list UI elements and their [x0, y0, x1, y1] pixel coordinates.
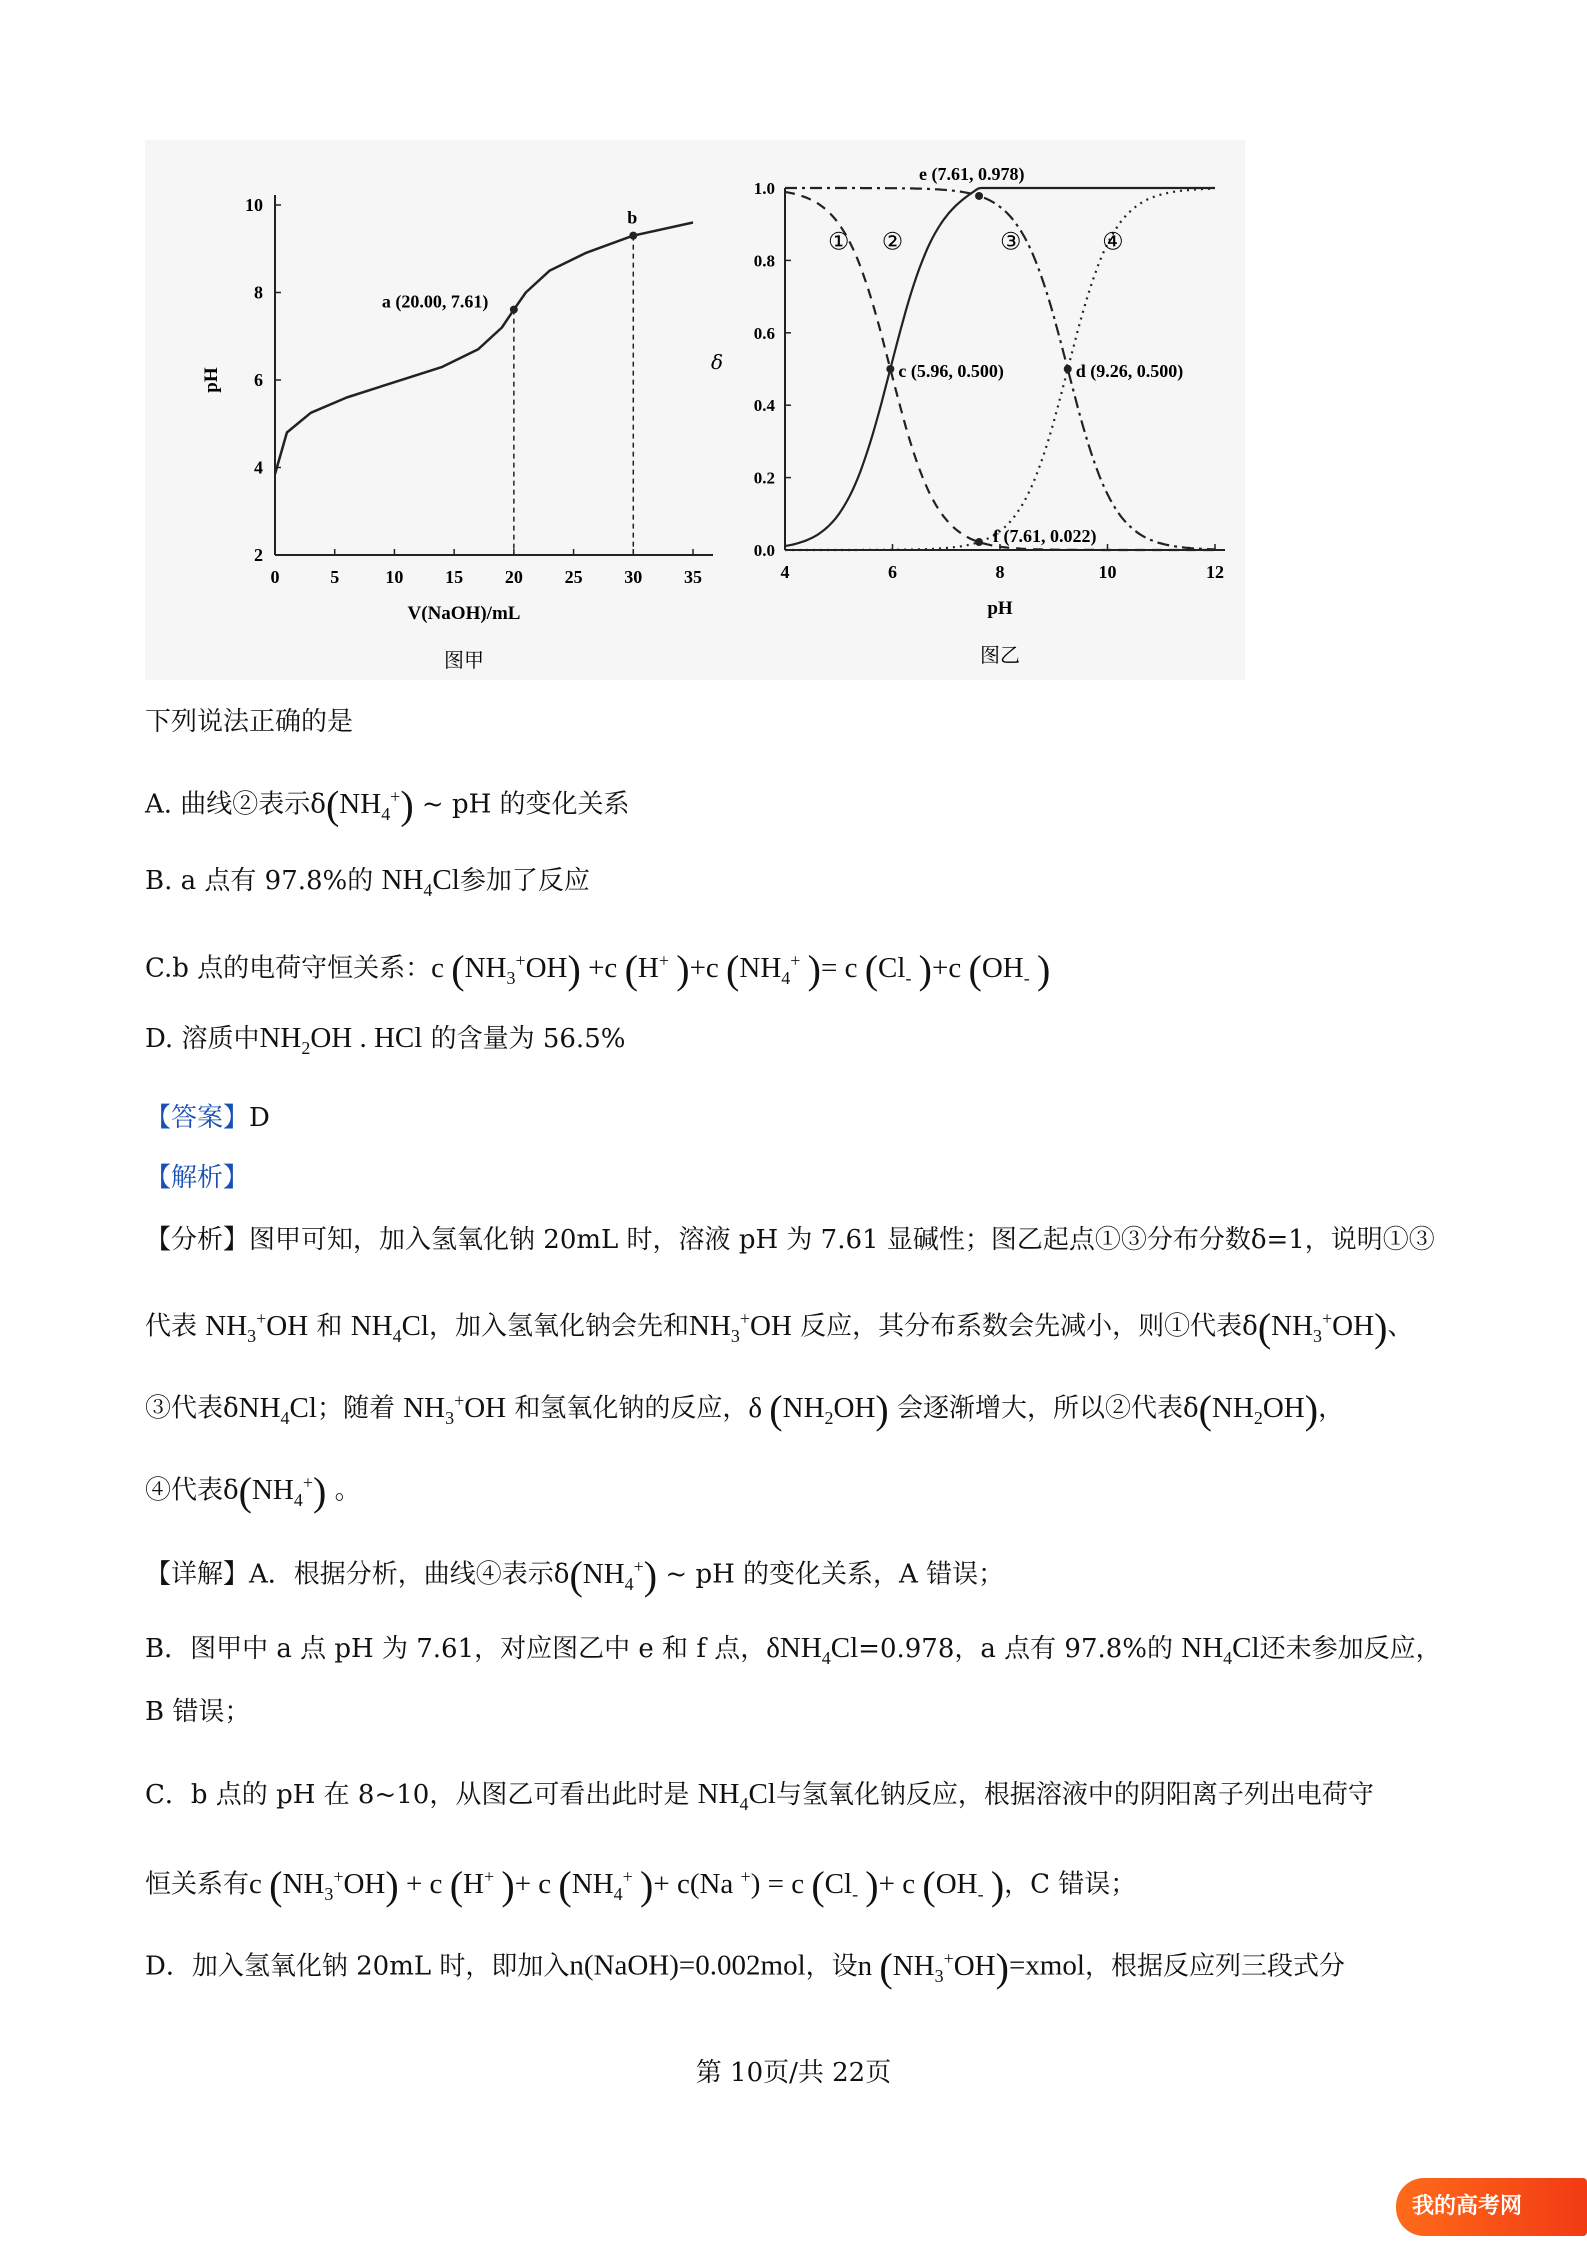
- t: A．根据分析，曲线④表示δ: [249, 1559, 570, 1590]
- t: 。: [326, 1475, 361, 1506]
- answer-label: 【答案】: [145, 1103, 250, 1133]
- naoh-amount: n(NaOH)=0.002mol: [569, 1949, 806, 1982]
- delta-nh4: $(NH_4^+)$: [569, 1552, 658, 1598]
- t: B．图甲中 a 点 pH 为 7.61，对应图乙中 e 和 f 点，: [145, 1634, 767, 1664]
- t: 和: [308, 1311, 351, 1342]
- point-d-label: d (9.26, 0.500): [1075, 361, 1184, 381]
- option-b-tail: 参加了反应: [459, 866, 590, 896]
- y-tick-label: 0.2: [753, 468, 775, 488]
- point-e-label: e (7.61, 0.978): [919, 163, 1025, 184]
- point-a: [510, 306, 518, 314]
- x-tick-label: 25: [564, 567, 583, 587]
- analysis-sub-label: 【分析】: [145, 1225, 250, 1255]
- option-d-tail: 的含量为 56.5%: [422, 1024, 626, 1054]
- t: D．加入氢氧化钠 20mL 时，即加入: [145, 1951, 570, 1982]
- t: ④代表δ: [145, 1475, 239, 1506]
- analysis-heading: [145, 1158, 249, 1198]
- curve-label-2: ②: [881, 227, 904, 256]
- paren: ): [400, 782, 414, 828]
- nh4cl-formula: $NH_4Cl$: [350, 1309, 429, 1346]
- t: 会逐渐增大，所以②代表δ: [888, 1393, 1199, 1424]
- analysis-p1: [145, 1220, 1435, 1260]
- paren: (: [325, 782, 340, 828]
- option-a-prefix: A. 曲线②表示δ: [145, 789, 326, 820]
- point-d: [1064, 365, 1072, 373]
- t: =0.978，a 点有 97.8%的: [858, 1634, 1182, 1664]
- point-e: [975, 192, 983, 200]
- figure-background: [145, 140, 1245, 680]
- t: 还未参加反应，: [1259, 1634, 1442, 1664]
- t: 、: [1387, 1311, 1414, 1342]
- page-footer: 第 10页/共 22页: [695, 2058, 892, 2088]
- caption-left: 图甲: [444, 648, 484, 672]
- point-f-label: f (7.61, 0.022): [993, 526, 1097, 547]
- option-b: [145, 860, 590, 910]
- t: ，根据反应列三段式分: [1084, 1951, 1345, 1982]
- t: 代表: [145, 1311, 206, 1342]
- curve-label-1: ①: [827, 227, 850, 256]
- caption-right: 图乙: [980, 643, 1020, 667]
- analysis-p3: [145, 1380, 1344, 1437]
- nh4cl-formula: $NH_4Cl$: [1181, 1632, 1260, 1668]
- t: 与氢氧化钠反应，根据溶液中的阴阳离子列出电荷守: [775, 1780, 1374, 1810]
- y-tick-label: 0.0: [753, 541, 775, 560]
- point-c: [886, 365, 894, 373]
- option-a: [145, 776, 630, 833]
- option-d-prefix: D. 溶质中: [145, 1024, 260, 1054]
- x-tick-label: 10: [1098, 562, 1117, 582]
- detail-c-cont: [145, 1856, 1136, 1913]
- delta-nh2oh: δ $(NH_2OH)$: [748, 1386, 889, 1432]
- delta-nh2oh-2: $(NH_2OH)$: [1198, 1386, 1319, 1432]
- t: ，设: [805, 1951, 858, 1982]
- y-tick-label: 8: [254, 282, 263, 303]
- y-tick-label: 1.0: [753, 179, 775, 198]
- detail-d: [145, 1938, 1345, 1995]
- t: 反应，其分布系数会先减小，则①代表δ: [791, 1311, 1258, 1342]
- option-c-equation: c $(NH_3^+OH) +c$ (H+ )+c ($NH_4^+$ )= c ($Cl_-$ )+c ($OH_-$ ): [431, 946, 1051, 992]
- y-tick-label: 10: [245, 195, 263, 215]
- nh3oh-formula: $NH_3^+OH$: [205, 1308, 309, 1346]
- t: ③代表δ: [145, 1393, 239, 1424]
- x-tick-label: 12: [1206, 562, 1224, 582]
- y-tick-label: 2: [254, 545, 263, 565]
- x-tick-label: 4: [780, 562, 790, 582]
- curve-label-4: ④: [1102, 227, 1124, 256]
- point-c-label: c (5.96, 0.500): [898, 361, 1004, 381]
- nh4cl-formula: $NH_4Cl$: [381, 864, 460, 900]
- delta-nh4: $(NH_4^+)$: [238, 1468, 327, 1514]
- t: 恒关系有: [145, 1869, 250, 1900]
- x-tick-label: 0: [270, 567, 280, 587]
- point-f: [975, 538, 983, 546]
- nh3oh-formula: $NH_3^+OH$: [403, 1390, 507, 1428]
- delta-nh3oh: $(NH_3^+OH)$: [1257, 1304, 1388, 1350]
- y-tick-label: 6: [254, 370, 263, 390]
- detail-a: [145, 1546, 1004, 1603]
- answer-line: [145, 1098, 270, 1138]
- x-tick-label: 30: [624, 567, 643, 587]
- y-tick-label: 0.6: [753, 323, 775, 343]
- nh4cl-formula: $NH_4Cl$: [697, 1778, 776, 1814]
- site-logo[interactable]: 我的高考网: [1396, 2178, 1587, 2236]
- x-tick-label: 35: [684, 567, 702, 587]
- nh3oh-formula: $NH_3^+OH$: [689, 1308, 792, 1346]
- x-axis-label: V(NaOH)/mL: [407, 603, 521, 624]
- x-mol: =xmol: [1008, 1949, 1085, 1982]
- nh2oh-hcl-formula: $NH_2OH$ . HCl: [259, 1022, 423, 1058]
- y-tick-label: 4: [254, 457, 263, 478]
- point-b: [629, 232, 637, 240]
- analysis-label: 【解析】: [145, 1163, 250, 1193]
- nh-text: NH: [339, 787, 382, 820]
- detail-c: [145, 1774, 1374, 1824]
- detail-label: 【详解】: [145, 1559, 250, 1590]
- point-a-label: a (20.00, 7.61): [381, 291, 489, 312]
- option-a-species: $NH_4^+$: [339, 786, 401, 824]
- t: ，C 错误；: [1004, 1869, 1137, 1900]
- nh4cl-formula: $NH_4Cl$: [238, 1391, 317, 1428]
- figure-panel: [145, 140, 1245, 680]
- y-axis-label: pH: [201, 367, 222, 393]
- x-tick-label: 20: [504, 567, 523, 587]
- charge-balance-equation: c $(NH_3^+OH) + c$ (H+ )+ c ($NH_4^+$ )+ c(Na +) = c ($Cl_-$ )+ c ($OH_-$ ): [249, 1862, 1005, 1908]
- t: ；随着: [316, 1393, 404, 1424]
- detail-b: [145, 1628, 1442, 1678]
- point-b-label: b: [627, 207, 638, 228]
- y-axis-label: δ: [710, 350, 724, 374]
- x-tick-label: 8: [995, 562, 1005, 582]
- t: ，加入氢氧化钠会先和: [428, 1311, 689, 1342]
- x-tick-label: 15: [445, 567, 464, 587]
- n-nh3oh: n $(NH_3^+OH)$: [857, 1944, 1009, 1990]
- detail-b-cont: B 错误；: [145, 1697, 251, 1727]
- analysis-p4: [145, 1462, 361, 1519]
- answer-value: D: [249, 1103, 270, 1133]
- t: ~ pH 的变化关系，A 错误；: [657, 1559, 1005, 1590]
- t: C．b 点的 pH 在 8~10，从图乙可看出此时是: [145, 1780, 698, 1810]
- option-c-prefix: C.b 点的电荷守恒关系：: [145, 953, 432, 984]
- option-a-tail: ~ pH 的变化关系: [413, 789, 630, 820]
- x-axis-label: pH: [987, 598, 1013, 619]
- y-tick-label: 0.8: [753, 251, 775, 271]
- t: 和氢氧化钠的反应，: [506, 1393, 749, 1424]
- question-text: 下列说法正确的是: [145, 707, 354, 737]
- t: ，: [1318, 1393, 1345, 1424]
- x-tick-label: 10: [385, 567, 404, 587]
- analysis-p1-text: 图甲可知，加入氢氧化钠 20mL 时，溶液 pH 为 7.61 显碱性；图乙起点①③分布分数δ=1，说明①③: [249, 1225, 1435, 1255]
- curve-label-3: ③: [999, 227, 1022, 256]
- option-b-text: B. a 点有 97.8%的: [145, 866, 382, 896]
- option-d: [145, 1018, 625, 1068]
- x-tick-label: 5: [330, 567, 340, 587]
- delta-nh4cl: δNH$_4$Cl: [766, 1632, 859, 1668]
- option-c: [145, 940, 1050, 997]
- analysis-p2: [145, 1298, 1413, 1355]
- y-tick-label: 0.4: [753, 396, 775, 416]
- x-tick-label: 6: [888, 562, 897, 582]
